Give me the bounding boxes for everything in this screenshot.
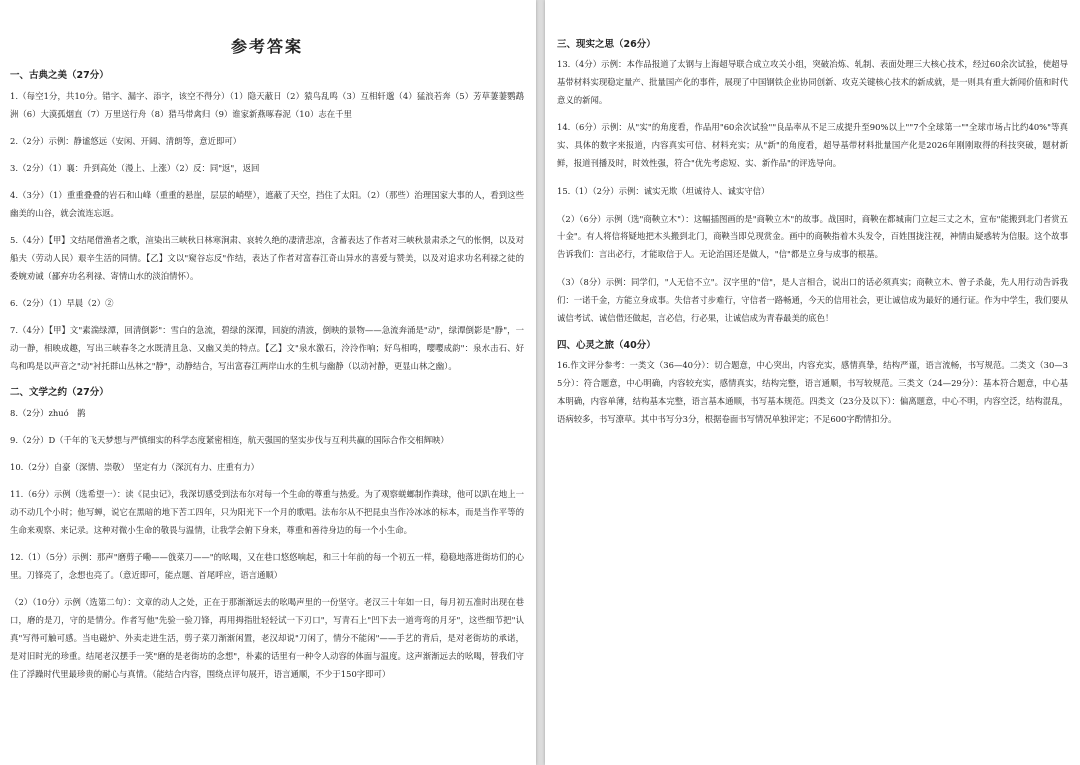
answer-item: （2）（6分）示例（选"商鞅立木"）：这幅插图画的是"商鞅立木"的故事。战国时，商鞅在都城南门立起三丈之木，宣布"能搬到北门者赏五十金"。有人将信将疑地把木头搬到北门，商鞅当即兑现赏金。画中的商鞅指着木头发令，百姓围拢注视，神情由疑惑转为信服。这个故事告诉我们：言出必行，才能取信于人。无论治国还是做人，"信"都是立身与成事的根基。 [557, 213, 1068, 260]
answer-item: 3.（2分）（1）襄：升到高处（漫上、上涨）（2）反：同"返"，返回 [10, 163, 260, 173]
answer-item: 10.（2分）自豪（深情、崇敬） 坚定有力（深沉有力、庄重有力） [10, 462, 259, 472]
answer-item: 4.（3分）（1）重重叠叠的岩石和山峰（重重的悬崖，层层的峭壁），遮蔽了天空，挡住了太阳。（2）（那些）治理国家大事的人，看到这些幽美的山谷，就会流连忘返。 [10, 190, 524, 218]
answer-item: （3）（8分）示例：同学们，"人无信不立"。汉字里的"信"，是人言相合，说出口的话必须真实；商鞅立木、曾子杀彘，先人用行动告诉我们：一诺千金，方能立身成事。失信者寸步难行，守信者一路畅通，今天的信用社会，更让诚信成为最好的通行证。作为中学生，我们要从诚信考试、诚信借还做起，言必信，行必果，让诚信成为青春最美的底色！ [557, 276, 1068, 323]
answer-item: 13.（4分）示例：本作品报道了太钢与上海超导联合成立攻关小组，突破冶炼、轧制、表面处理三大核心技术，经过60余次试验，使超导基带材料实现稳定量产、批量国产化的事件，展现了中国钢铁企业协同创新、攻克关键核心技术的新成就，是一则具有重大新闻价值和时代意义的新闻。 [557, 59, 1068, 105]
answer-item: 9.（2分）D（千年的飞天梦想与严慎细实的科学态度紧密相连，航天强国的坚实步伐与互利共赢的国际合作交相辉映） [10, 435, 449, 445]
answer-item: 6.（2分）（1）早晨（2）② [10, 298, 114, 308]
section-heading-classical: 一、古典之美（27分） [10, 70, 109, 81]
answer-page-right [545, 0, 1080, 765]
answer-item: 7.（4分）【甲】文"素湍绿潭，回清倒影"：雪白的急流，碧绿的深潭，回旋的清波，倒映的景物——急流奔涌是"动"，绿潭倒影是"静"，一动一静，相映成趣，写出三峡春冬之水既清且急、又幽又美的特点。【乙】文"泉水激石，泠泠作响；好鸟相鸣，嘤嘤成韵"：泉水击石、好鸟和鸣是以声音之"动"衬托群山丛林之"静"，动静结合，写出富春江两岸山水的生机与幽静（以动衬静，更显山林之幽）。 [10, 325, 524, 371]
answer-item: 16.作文评分参考：一类文（36—40分）：切合题意，中心突出，内容充实，感情真挚，结构严谨，语言流畅，书写规范。二类文（30—35分）：符合题意，中心明确，内容较充实，感情真实，结构完整，语言通顺，书写较规范。三类文（24—29分）：基本符合题意，中心基本明确，内容单薄，结构基本完整，语言基本通顺，书写基本规范。四类文（23分及以下）：偏离题意，中心不明，内容空泛，结构混乱，语病较多，书写潦草。其中书写分3分，根据卷面书写情况单独评定；不足600字酌情扣分。 [557, 360, 1068, 424]
answer-item: 14.（6分）示例：从"实"的角度看，作品用"60余次试验""良品率从不足三成提升至90%以上""7个全球第一""全球市场占比约40%"等真实、具体的数字来报道，内容真实可信、材料充实；从"新"的角度看，超导基带材料批量国产化是2026年刚刚取得的科技突破，题材新鲜，报道刊播及时，时效性强，符合"优先考虑短、实、新作品"的评选导向。 [557, 122, 1068, 168]
answer-item: （2）（10分）示例（选第二句）：文章的动人之处，正在于那渐渐远去的吆喝声里的一份坚守。老汉三十年如一日，每月初五准时出现在巷口，磨的是刀，守的是情分。作者写他"先验一验刀锋，再用拇指肚轻轻试一下刃口"，写青石上"凹下去一道弯弯的月牙"，这些细节把"认真"写得可触可感。当电磁炉、外卖走进生活，剪子菜刀渐渐闲置，老汉却说"刀闲了，情分不能闲"——手艺的背后，是对老街坊的承诺，是对旧时光的珍重。结尾老汉摆手一笑"磨的是老街坊的念想"，朴素的话里有一种令人动容的体面与温度。这声渐渐远去的吆喝，替我们守住了浮躁时代里最珍贵的耐心与真情。（能结合内容，围绕点评句展开，语言通顺，不少于150字即可） [10, 597, 524, 679]
page-title: 参考答案 [230, 37, 303, 56]
answer-item: 2.（2分）示例：静谧悠远（安闲、开阔、清朗等，意近即可） [10, 136, 242, 146]
answer-item: 8.（2分）zhuó 鹊 [10, 408, 86, 418]
answer-item: 11.（6分）示例（选希望一）：读《昆虫记》，我深切感受到法布尔对每一个生命的尊重与热爱。为了观察蜣螂制作粪球，他可以趴在地上一动不动几个小时；他写蝉，说它在黑暗的地下苦工四年，只为阳光下一个月的歌唱。法布尔从不把昆虫当作冷冰冰的标本，而是当作平等的生命来观察、来记录。这种对微小生命的敬畏与温情，让我学会俯下身来，尊重和善待身边的每一个小生命。 [10, 489, 524, 535]
section-heading-spirit: 四、心灵之旅（40分） [557, 340, 656, 352]
section-heading-literature: 二、文学之约（27分） [10, 387, 109, 398]
answer-item: 5.（4分）【甲】文结尾借渔者之歌，渲染出三峡秋日林寒涧肃、哀转久绝的凄清悲凉，含蓄表达了作者对三峡秋景肃杀之气的怅惘，以及对船夫（劳动人民）艰辛生活的同情。【乙】文以"窥谷忘反"作结，表达了作者对富春江奇山异水的喜爱与赞美，以及对追求功名利禄之徒的委婉劝诫（鄙弃功名利禄、寄情山水的淡泊情怀）。 [10, 235, 524, 281]
answer-item: 1.（每空1分，共10分。错字、漏字、添字，该空不得分）（1）隐天蔽日（2）猿鸟乱鸣（3）互相轩邈（4）猛浪若奔（5）芳草萋萋鹦鹉洲（6）大漠孤烟直（7）万里送行舟（8）猎马带禽归（9）谁家新燕啄春泥（10）志在千里 [10, 91, 524, 119]
section-heading-reality: 三、现实之思（26分） [557, 39, 656, 50]
answer-page-left [0, 0, 536, 765]
answer-item: 15.（1）（2分）示例：诚实无欺（坦诚待人、诚实守信） [557, 185, 770, 196]
answer-item: 12.（1）（5分）示例：那声"磨剪子嘞——戗菜刀——"的吆喝，又在巷口悠悠响起，和三十年前的每一个初五一样，稳稳地落进街坊们的心里。刀锋亮了，念想也亮了。（意近即可，能点题、首尾呼应，语言通顺） [10, 552, 524, 580]
